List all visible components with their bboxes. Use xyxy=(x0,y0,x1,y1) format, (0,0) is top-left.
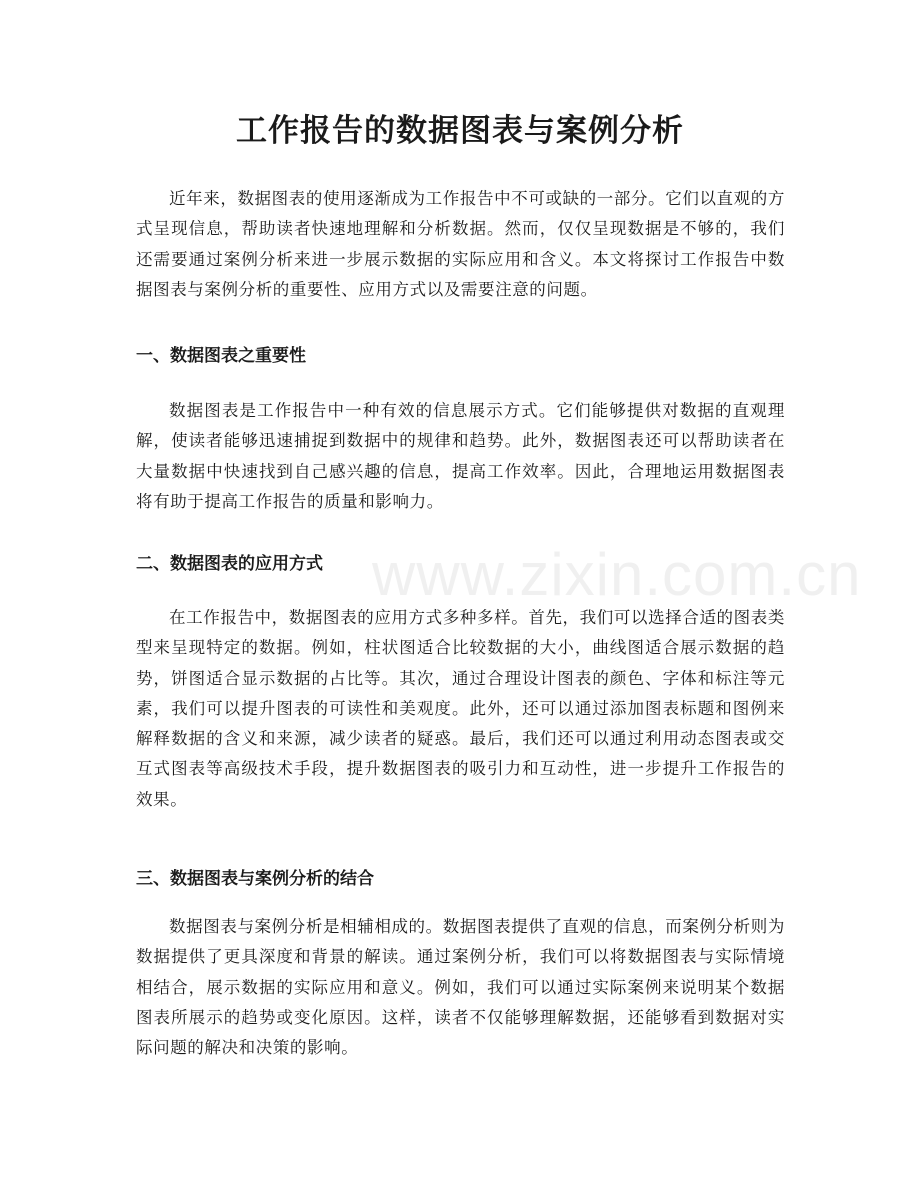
section-body-importance: 数据图表是工作报告中一种有效的信息展示方式。它们能够提供对数据的直观理解，使读者能够迅速捕捉到数据中的规律和趋势。此外，数据图表还可以帮助读者在大量数据中快速找到自己感兴趣的信息，提高工作效率。因此，合理地运用数据图表将有助于提高工作报告的质量和影响力。 xyxy=(136,401,785,511)
watermark: www.zixin.com.cn xyxy=(372,541,862,608)
document-title: 工作报告的数据图表与案例分析 xyxy=(236,113,684,149)
section-body-application: 在工作报告中，数据图表的应用方式多种多样。首先，我们可以选择合适的图表类型来呈现特定的数据。例如，柱状图适合比较数据的大小，曲线图适合展示数据的趋势，饼图适合显示数据的占比等。其次，通过合理设计图表的颜色、字体和标注等元素，我们可以提升图表的可读性和美观度。此外，还可以通过添加图表标题和图例来解释数据的含义和来源，减少读者的疑惑。最后，我们还可以通过利用动态图表或交互式图表等高级技术手段，提升数据图表的吸引力和互动性，进一步提升工作报告的效果。 xyxy=(136,608,785,809)
intro-paragraph: 近年来，数据图表的使用逐渐成为工作报告中不可或缺的一部分。它们以直观的方式呈现信息，帮助读者快速地理解和分析数据。然而，仅仅呈现数据是不够的，我们还需要通过案例分析来进一步展示数据的实际应用和含义。本文将探讨工作报告中数据图表与案例分析的重要性、应用方式以及需要注意的问题。 xyxy=(136,189,785,299)
section-heading-importance: 一、数据图表之重要性 xyxy=(136,346,306,366)
section-heading-combination: 三、数据图表与案例分析的结合 xyxy=(136,869,374,889)
section-body-combination: 数据图表与案例分析是相辅相成的。数据图表提供了直观的信息，而案例分析则为数据提供了更具深度和背景的解读。通过案例分析，我们可以将数据图表与实际情境相结合，展示数据的实际应用和意义。例如，我们可以通过实际案例来说明某个数据图表所展示的趋势或变化原因。这样，读者不仅能够理解数据，还能够看到数据对实际问题的解决和决策的影响。 xyxy=(136,917,785,1058)
section-heading-application: 二、数据图表的应用方式 xyxy=(136,554,323,574)
